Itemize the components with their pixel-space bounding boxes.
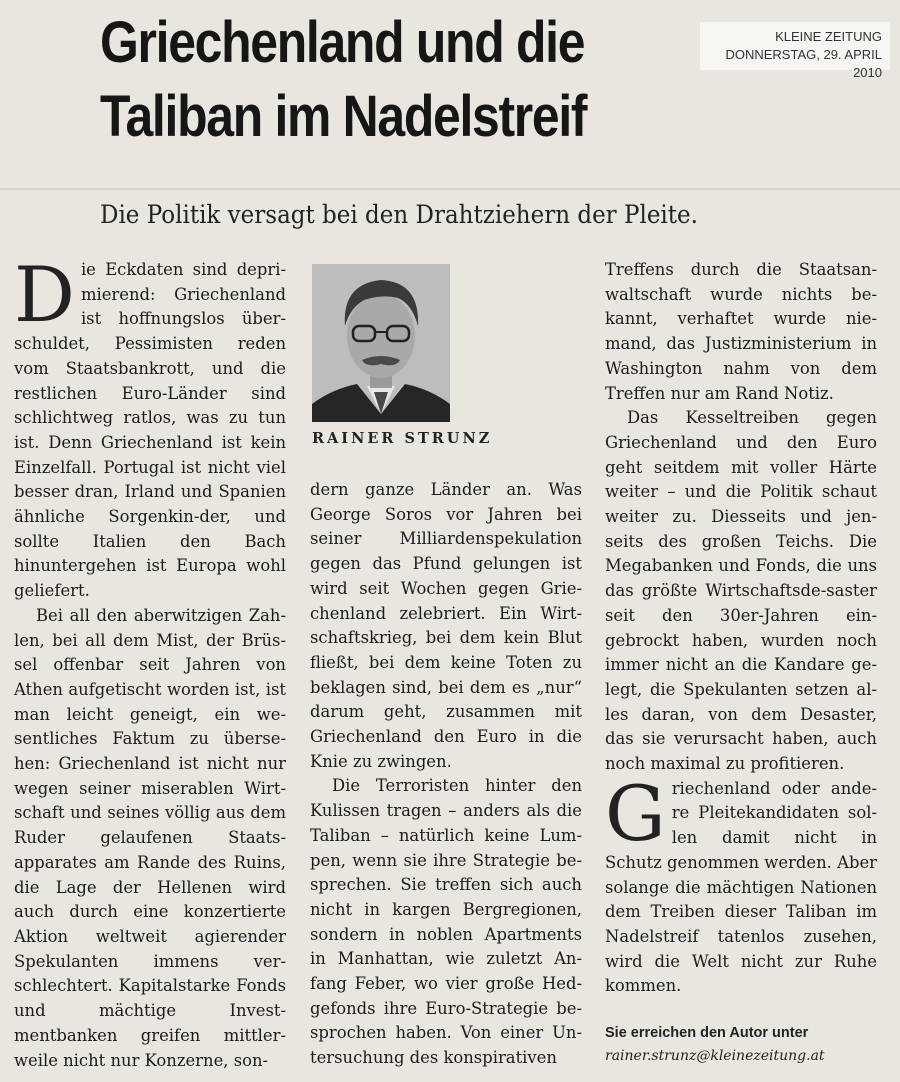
publication-date: DONNERSTAG, 29. APRIL 2010 [725, 47, 882, 80]
paragraph-3: dern ganze Länder an. Was George Soros vor Jahren bei seiner Milliardenspekulation gegen das Pfund gelungen ist wird seit Wochen gegen Grie-chenland zelebriert. Ein Wirt-schaftskrieg, bei dem kein Blut fließt, bei dem keine Toten zu beklagen sind, bei dem es „nur“ darum geht, zusammen mit Griechenland den Euro in die Knie zu zwingen. [310, 480, 582, 771]
paragraph-text: riechenland oder ande-re Pleitekandidaten sol-len damit nicht in Schutz genommen werden. Aber solange die mächtigen Nationen dem Treiben dieser Taliban im Nadelstreif tatenlos zusehen, wird die Welt nicht zur Ruhe kommen. [605, 778, 877, 996]
contact-label: Sie erreichen den Autor unter [605, 1025, 809, 1041]
paragraph-6: Das Kesseltreiben gegen Griechenland und den Euro geht seitdem mit voller Härte weiter – und die Politik schaut weiter zu. Diesseits und jen-seits des großen Teichs. Die Megabanken und Fonds, die uns das größte Wirtschaftsde-saster seit den 30er-Jahren ein-gebrockt haben, wurden noch immer nicht an die Kandare ge-legt, die Spekulanten setzen al-les daran, von dem Desaster, das sie verursacht haben, auch noch maximal zu profitieren. [605, 408, 877, 774]
masthead-box [700, 22, 890, 80]
author-portrait-image [312, 264, 450, 422]
paragraph-4: Die Terroristen hinter den Kulissen tragen – anders als die Taliban – natürlich keine Lum-pen, wenn sie ihre Strategie be-sprechen. Sie treffen sich auch nicht in kargen Bergregionen, sondern in noblen Apartments in Manhattan, wie zuletzt An-fang Feber, wo vier große Hed-gefonds ihre Euro-Strategie be-sprochen haben. Von einer Un-tersuchung des konspirativen [310, 776, 582, 1068]
drop-cap: D [14, 250, 75, 339]
paragraph-5: Treffens durch die Staatsan-waltschaft wurde nichts be-kannt, verhaftet wurde nie-mand, das Justizministerium in Washington nahm von dem Treffen nur am Rand Notiz. [605, 260, 877, 403]
fold-line [0, 188, 900, 190]
publication-name: KLEINE ZEITUNG [775, 29, 882, 44]
drop-cap: G [605, 768, 666, 858]
author-photo [312, 264, 450, 422]
author-email: rainer.strunz@kleinezeitung.at [605, 1048, 825, 1064]
headline-line-2: Taliban im Nadelstreif [100, 84, 587, 149]
author-name: RAINER STRUNZ [312, 430, 493, 447]
paragraph-2: Bei all den aberwitzigen Zah-len, bei all dem Mist, der Brüs-sel offenbar seit Jahren von Athen aufgetischt worden ist, ist man leicht geneigt, ein we-sentliches Faktum zu überse-hen: Griechenland ist nicht nur wegen seiner miserablen Wirt-schaft und seines völlig aus dem Ruder gelaufenen Staats-apparates am Rande des Ruins, die Lage der Hellenen wird auch durch eine konzertierte Aktion weltweit agierender Spekulanten immens ver-schlechtert. Kapitalstarke Fonds und mächtige Invest-mentbanken greifen mittler-weile nicht nur Konzerne, son- [14, 605, 286, 1070]
paragraph-text: ie Eckdaten sind depri-mierend: Griechenland ist hoffnungslos über-schuldet, Pessimisten reden vom Staatsbankrott, und die restlichen Euro-Länder sind schlichtweg ratlos, was zu tun ist. Denn Griechenland ist kein Einzelfall. Portugal ist nicht viel besser dran, Irland und Spanien ähnliche Sorgenkin-der, und sollte Italien den Bach hinuntergehen ist Europa wohl geliefert. [14, 260, 286, 601]
paragraph-7 [605, 768, 877, 999]
headline-line-1: Griechenland und die [100, 10, 585, 75]
article-column-1 [14, 250, 286, 1073]
subtitle: Die Politik versagt bei den Drahtziehern der Pleite. [100, 200, 698, 229]
article-column-2 [310, 478, 582, 1071]
headline [100, 6, 633, 154]
paragraph-1 [14, 250, 286, 604]
article-column-3 [605, 258, 877, 999]
